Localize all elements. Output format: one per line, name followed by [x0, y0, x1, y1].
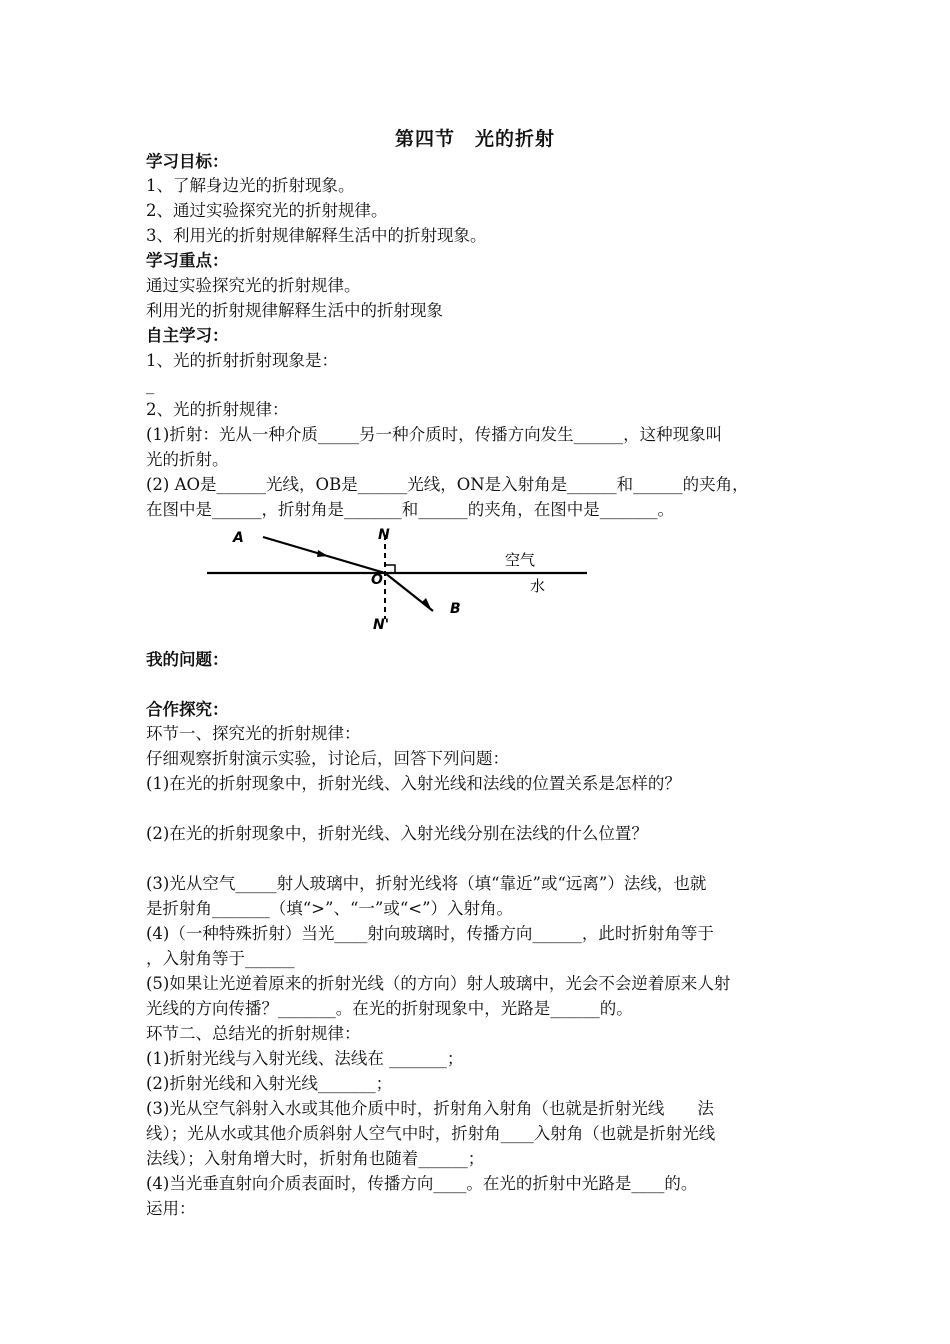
key-heading: 学习重点：: [146, 251, 229, 270]
coop-line: ，入射角等于______: [146, 949, 295, 968]
coop-line: 仔细观察折射演示实验，讨论后，回答下列问题：: [146, 749, 509, 768]
coop-line: 法线）；入射角增大时，折射角也随着______；: [146, 1149, 485, 1168]
coop-line: 线）；光从水或其他介质斜射人空气中时，折射角____入射角（也就是折射光线: [146, 1124, 716, 1143]
coop-line: (2)折射光线和入射光线_______；: [146, 1074, 393, 1093]
goal-item: 1、了解身边光的折射现象。: [146, 176, 355, 195]
self-study-line: 光的折射。: [146, 450, 229, 469]
key-point: 通过实验探究光的折射规律。: [146, 276, 361, 295]
self-study-line: _: [146, 375, 155, 394]
self-study-line: 1、光的折射折射现象是：: [146, 351, 338, 370]
self-study-heading: 自主学习：: [146, 326, 229, 345]
coop-line: (1)折射光线与入射光线、法线在 _______；: [146, 1049, 464, 1068]
question-heading: 我的问题：: [146, 650, 229, 669]
coop-line: (2)在光的折射现象中，折射光线、入射光线分别在法线的什么位置？: [146, 824, 648, 843]
coop-line: 光线的方向传播？_______。在光的折射现象中，光路是______的。: [146, 999, 633, 1018]
coop-line: (1)在光的折射现象中，折射光线、入射光线和法线的位置关系是怎样的？: [146, 774, 681, 793]
goals-heading: 学习目标：: [146, 152, 229, 171]
coop-line: (3)光从空气_____射人玻璃中，折射光线将（填“靠近”或“远离”）法线，也就: [146, 874, 707, 893]
self-study-line: 2、光的折射规律：: [146, 400, 289, 419]
coop-line: 环节一、探究光的折射规律：: [146, 724, 361, 743]
goal-item: 2、通过实验探究光的折射规律。: [146, 201, 388, 220]
coop-line: 环节二、总结光的折射规律：: [146, 1024, 361, 1043]
coop-line: (5)如果让光逆着原来的折射光线（的方向）射人玻璃中，光会不会逆着原来人射: [146, 974, 731, 993]
label-n-prime: N': [373, 617, 390, 632]
label-n: N: [378, 527, 390, 543]
label-o: O: [371, 572, 383, 588]
label-a: A: [233, 530, 244, 546]
page-title: 第四节 光的折射: [394, 128, 555, 150]
self-study-line: (2) AO是______光线，OB是______光线，ON是入射角是______和______的夹角，: [146, 475, 749, 494]
self-study-line: 在图中是______，折射角是_______和______的夹角，在图中是_______。: [146, 500, 674, 519]
label-b: B: [450, 601, 461, 617]
coop-line: 是折射角_______（填“>”、“一”或“<”）入射角。: [146, 899, 514, 918]
coop-line: (3)光从空气斜射入水或其他介质中时，折射角入射角（也就是折射光线 法: [146, 1099, 714, 1118]
refraction-diagram: [205, 527, 590, 632]
coop-heading: 合作探究：: [146, 700, 229, 719]
label-water: 水: [530, 577, 546, 595]
label-air: 空气: [505, 551, 536, 569]
coop-line: (4)（一种特殊折射）当光____射向玻璃时，传播方向______，此时折射角等于: [146, 924, 714, 943]
goal-item: 3、利用光的折射规律解释生活中的折射现象。: [146, 226, 487, 245]
coop-line: 运用：: [146, 1199, 196, 1218]
key-point: 利用光的折射规律解释生活中的折射现象: [146, 301, 443, 320]
coop-line: (4)当光垂直射向介质表面时，传播方向____。在光的折射中光路是____的。: [146, 1174, 698, 1193]
self-study-line: (1)折射：光从一种介质_____另一种介质时，传播方向发生______，这种现象叫: [146, 425, 723, 444]
